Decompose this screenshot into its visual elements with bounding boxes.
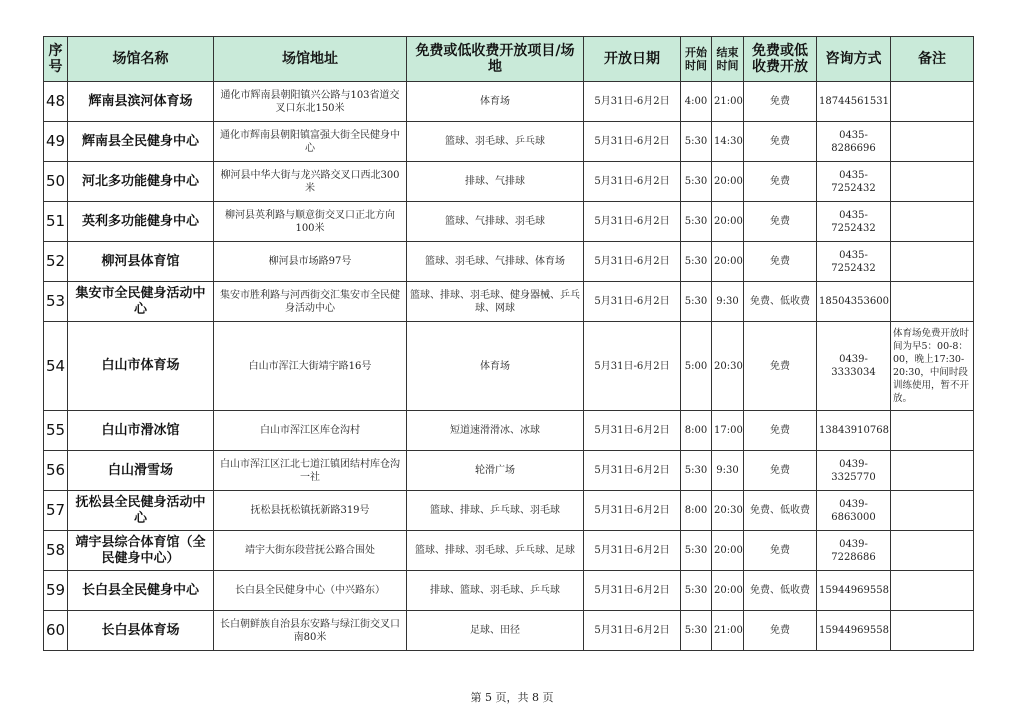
cell-note (891, 611, 974, 651)
cell-start: 5:30 (681, 162, 712, 202)
cell-items: 体育场 (407, 322, 584, 411)
cell-items: 篮球、羽毛球、气排球、体育场 (407, 242, 584, 282)
header-row (44, 37, 974, 82)
venue-table (43, 36, 974, 651)
table-row (44, 531, 974, 571)
cell-fee: 免费、低收费 (744, 491, 817, 531)
cell-name: 长白县体育场 (68, 611, 214, 651)
cell-start: 5:30 (681, 122, 712, 162)
cell-fee: 免费 (744, 322, 817, 411)
cell-contact: 0439-3333034 (817, 322, 891, 411)
table-row (44, 491, 974, 531)
cell-address: 通化市辉南县朝阳镇富强大街全民健身中心 (214, 122, 407, 162)
cell-address: 长白县全民健身中心（中兴路东） (214, 571, 407, 611)
cell-fee: 免费 (744, 451, 817, 491)
cell-contact: 0439-3325770 (817, 451, 891, 491)
cell-address: 白山市浑江区库仓沟村 (214, 411, 407, 451)
cell-fee: 免费 (744, 82, 817, 122)
table-row (44, 571, 974, 611)
cell-note (891, 571, 974, 611)
header-no: 序号 (44, 37, 68, 82)
cell-contact: 0435-8286696 (817, 122, 891, 162)
cell-contact: 13843910768 (817, 411, 891, 451)
cell-note: 体育场免费开放时间为早5：00-8：00，晚上17:30-20:30，中间时段训练使用，暂不开放。 (891, 322, 974, 411)
cell-start: 5:30 (681, 202, 712, 242)
cell-no: 52 (44, 242, 68, 282)
cell-contact: 18744561531 (817, 82, 891, 122)
cell-items: 篮球、排球、羽毛球、健身器械、乒乓球、网球 (407, 282, 584, 322)
table-row (44, 611, 974, 651)
cell-fee: 免费 (744, 242, 817, 282)
cell-name: 长白县全民健身中心 (68, 571, 214, 611)
header-start: 开始时间 (681, 37, 712, 82)
cell-address: 柳河县市场路97号 (214, 242, 407, 282)
table-row (44, 202, 974, 242)
cell-fee: 免费、低收费 (744, 282, 817, 322)
cell-note (891, 451, 974, 491)
cell-items: 短道速滑滑冰、冰球 (407, 411, 584, 451)
cell-name: 柳河县体育馆 (68, 242, 214, 282)
cell-dates: 5月31日-6月2日 (584, 122, 681, 162)
cell-end: 20:00 (712, 242, 744, 282)
cell-name: 集安市全民健身活动中心 (68, 282, 214, 322)
cell-name: 英利多功能健身中心 (68, 202, 214, 242)
cell-end: 21:00 (712, 611, 744, 651)
cell-dates: 5月31日-6月2日 (584, 411, 681, 451)
cell-name: 抚松县全民健身活动中心 (68, 491, 214, 531)
cell-no: 50 (44, 162, 68, 202)
cell-note (891, 162, 974, 202)
cell-fee: 免费 (744, 531, 817, 571)
cell-no: 60 (44, 611, 68, 651)
cell-start: 5:30 (681, 282, 712, 322)
cell-note (891, 491, 974, 531)
cell-name: 白山滑雪场 (68, 451, 214, 491)
cell-start: 5:30 (681, 611, 712, 651)
cell-start: 8:00 (681, 411, 712, 451)
cell-no: 48 (44, 82, 68, 122)
cell-note (891, 531, 974, 571)
table-row (44, 162, 974, 202)
cell-end: 21:00 (712, 82, 744, 122)
cell-contact: 0435-7252432 (817, 162, 891, 202)
cell-note (891, 242, 974, 282)
cell-start: 5:30 (681, 531, 712, 571)
cell-address: 白山市浑江区江北七道江镇团结村库仓沟一社 (214, 451, 407, 491)
cell-note (891, 282, 974, 322)
table-row (44, 451, 974, 491)
cell-end: 20:00 (712, 162, 744, 202)
cell-items: 篮球、羽毛球、乒乓球 (407, 122, 584, 162)
cell-dates: 5月31日-6月2日 (584, 282, 681, 322)
table-row (44, 122, 974, 162)
table-row (44, 242, 974, 282)
cell-no: 59 (44, 571, 68, 611)
cell-dates: 5月31日-6月2日 (584, 611, 681, 651)
cell-note (891, 82, 974, 122)
cell-end: 9:30 (712, 451, 744, 491)
cell-end: 20:30 (712, 491, 744, 531)
cell-address: 靖宇大街东段营抚公路合围处 (214, 531, 407, 571)
table-row (44, 82, 974, 122)
header-contact: 咨询方式 (817, 37, 891, 82)
cell-contact: 0439-7228686 (817, 531, 891, 571)
cell-no: 55 (44, 411, 68, 451)
header-name: 场馆名称 (68, 37, 214, 82)
cell-no: 51 (44, 202, 68, 242)
cell-start: 5:30 (681, 571, 712, 611)
cell-start: 5:30 (681, 451, 712, 491)
cell-address: 集安市胜利路与河西街交汇集安市全民健身活动中心 (214, 282, 407, 322)
cell-items: 排球、气排球 (407, 162, 584, 202)
cell-end: 14:30 (712, 122, 744, 162)
cell-address: 柳河县英利路与顺意街交叉口正北方向100米 (214, 202, 407, 242)
cell-no: 54 (44, 322, 68, 411)
cell-no: 53 (44, 282, 68, 322)
page-footer: 第 5 页，共 8 页 (470, 691, 554, 704)
cell-name: 河北多功能健身中心 (68, 162, 214, 202)
cell-end: 20:30 (712, 322, 744, 411)
cell-name: 靖宇县综合体育馆（全民健身中心） (68, 531, 214, 571)
cell-fee: 免费 (744, 122, 817, 162)
cell-dates: 5月31日-6月2日 (584, 491, 681, 531)
cell-start: 8:00 (681, 491, 712, 531)
cell-fee: 免费 (744, 202, 817, 242)
cell-address: 白山市浑江大街靖宇路16号 (214, 322, 407, 411)
header-note: 备注 (891, 37, 974, 82)
cell-items: 体育场 (407, 82, 584, 122)
header-dates: 开放日期 (584, 37, 681, 82)
cell-dates: 5月31日-6月2日 (584, 202, 681, 242)
cell-start: 5:00 (681, 322, 712, 411)
cell-contact: 18504353600 (817, 282, 891, 322)
cell-name: 辉南县滨河体育场 (68, 82, 214, 122)
cell-end: 20:00 (712, 202, 744, 242)
table-row (44, 282, 974, 322)
cell-no: 49 (44, 122, 68, 162)
cell-end: 20:00 (712, 571, 744, 611)
cell-contact: 0435-7252432 (817, 202, 891, 242)
cell-fee: 免费 (744, 611, 817, 651)
cell-name: 白山市体育场 (68, 322, 214, 411)
header-items: 免费或低收费开放项目/场地 (407, 37, 584, 82)
cell-name: 白山市滑冰馆 (68, 411, 214, 451)
cell-no: 56 (44, 451, 68, 491)
cell-items: 轮滑广场 (407, 451, 584, 491)
cell-fee: 免费 (744, 411, 817, 451)
header-end: 结束时间 (712, 37, 744, 82)
cell-no: 58 (44, 531, 68, 571)
cell-dates: 5月31日-6月2日 (584, 82, 681, 122)
cell-dates: 5月31日-6月2日 (584, 322, 681, 411)
cell-contact: 15944969558 (817, 611, 891, 651)
table-row (44, 322, 974, 411)
cell-end: 20:00 (712, 531, 744, 571)
cell-address: 长白朝鲜族自治县东安路与绿江街交叉口南80米 (214, 611, 407, 651)
cell-end: 9:30 (712, 282, 744, 322)
cell-end: 17:00 (712, 411, 744, 451)
cell-start: 5:30 (681, 242, 712, 282)
cell-note (891, 411, 974, 451)
cell-note (891, 122, 974, 162)
header-fee: 免费或低收费开放 (744, 37, 817, 82)
cell-items: 篮球、气排球、羽毛球 (407, 202, 584, 242)
table-row (44, 411, 974, 451)
cell-fee: 免费 (744, 162, 817, 202)
cell-no: 57 (44, 491, 68, 531)
cell-start: 4:00 (681, 82, 712, 122)
cell-dates: 5月31日-6月2日 (584, 242, 681, 282)
cell-items: 排球、篮球、羽毛球、乒乓球 (407, 571, 584, 611)
cell-fee: 免费、低收费 (744, 571, 817, 611)
cell-items: 足球、田径 (407, 611, 584, 651)
cell-address: 柳河县中华大街与龙兴路交叉口西北300米 (214, 162, 407, 202)
cell-contact: 0435-7252432 (817, 242, 891, 282)
header-address: 场馆地址 (214, 37, 407, 82)
cell-address: 抚松县抚松镇抚新路319号 (214, 491, 407, 531)
cell-dates: 5月31日-6月2日 (584, 531, 681, 571)
cell-dates: 5月31日-6月2日 (584, 571, 681, 611)
cell-contact: 0439-6863000 (817, 491, 891, 531)
cell-items: 篮球、排球、乒乓球、羽毛球 (407, 491, 584, 531)
cell-note (891, 202, 974, 242)
cell-items: 篮球、排球、羽毛球、乒乓球、足球 (407, 531, 584, 571)
cell-dates: 5月31日-6月2日 (584, 451, 681, 491)
cell-dates: 5月31日-6月2日 (584, 162, 681, 202)
cell-name: 辉南县全民健身中心 (68, 122, 214, 162)
cell-contact: 15944969558 (817, 571, 891, 611)
cell-address: 通化市辉南县朝阳镇兴公路与103省道交叉口东北150米 (214, 82, 407, 122)
